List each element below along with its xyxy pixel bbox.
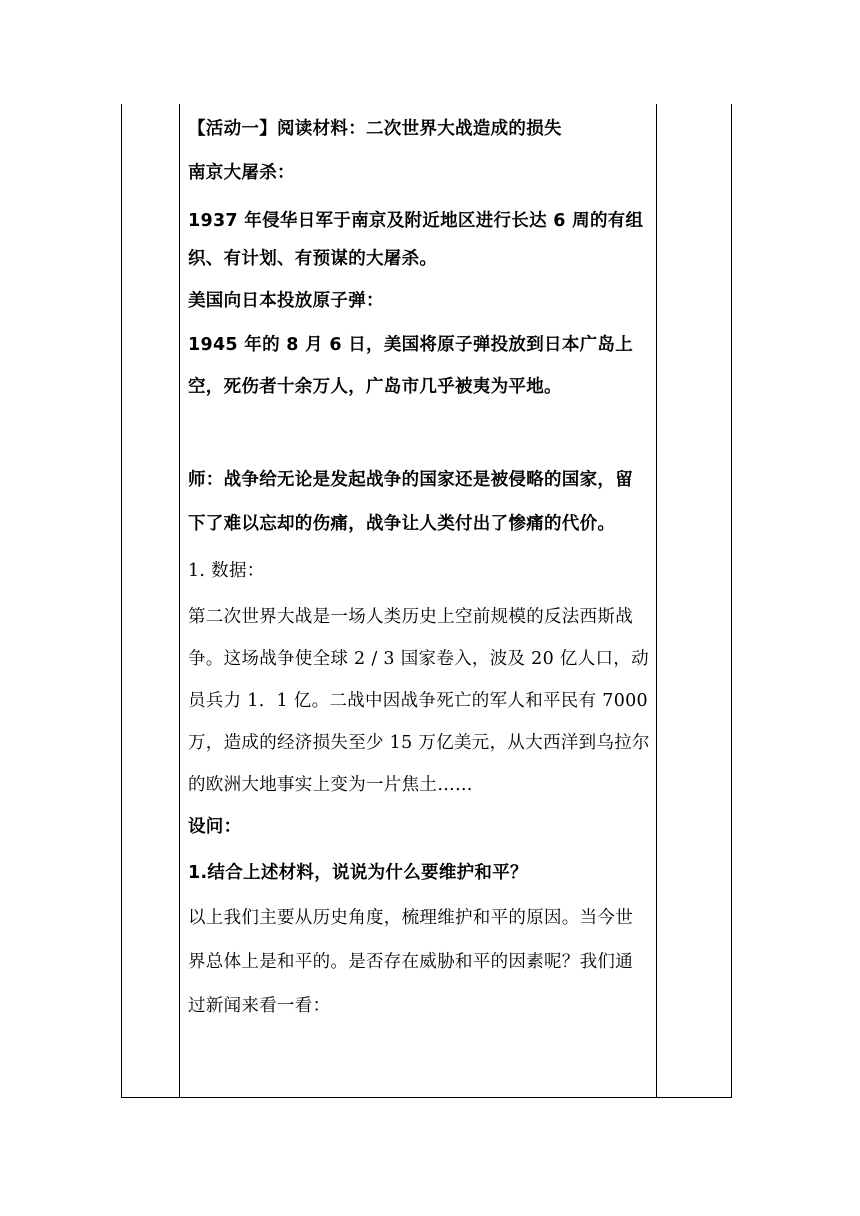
nanjing-heading: 南京大屠杀： [188,163,295,183]
atomic-heading: 美国向日本投放原子弹： [188,291,384,311]
activity-heading: 【活动一】阅读材料：二次世界大战造成的损失 [188,119,562,139]
question-heading: 设问： [188,817,242,837]
data-text: 第二次世界大战是一场人类历史上空前规模的反法西斯战争。这场战争使全球 2 / 3 国家卷入，波及 20 亿人口，动员兵力 1．1 亿。二战中因战争死亡的军人和平民有 7000 万，造成的经济损失至少 15 万亿美元，从大西洋到乌拉尔的欧洲大地事实上变为一片焦土…… [188,607,650,795]
data-heading: 1. 数据： [188,561,265,581]
nanjing-text: 1937 年侵华日军于南京及附近地区进行长达 6 周的有组织、有计划、有预谋的大屠杀。 [188,211,644,269]
closing-text: 以上我们主要从历史角度，梳理维护和平的原因。当今世界总体上是和平的。是否存在威胁和平的因素呢？我们通过新闻来看一看： [188,908,633,1016]
teacher-text: 师：战争给无论是发起战争的国家还是被侵略的国家，留下了难以忘却的伤痛，战争让人类付出了惨痛的代价。 [188,470,633,534]
table-left-border [121,104,122,1098]
column-divider-left [179,104,180,1098]
atomic-text: 1945 年的 8 月 6 日，美国将原子弹投放到日本广岛上空，死伤者十余万人，广岛市几乎被夷为平地。 [188,335,634,397]
table-bottom-border [121,1097,732,1098]
question-1: 1.结合上述材料，说说为什么要维护和平？ [188,863,528,883]
table-right-border [731,104,732,1098]
lesson-content-cell [188,114,650,1028]
column-divider-right [656,104,657,1098]
